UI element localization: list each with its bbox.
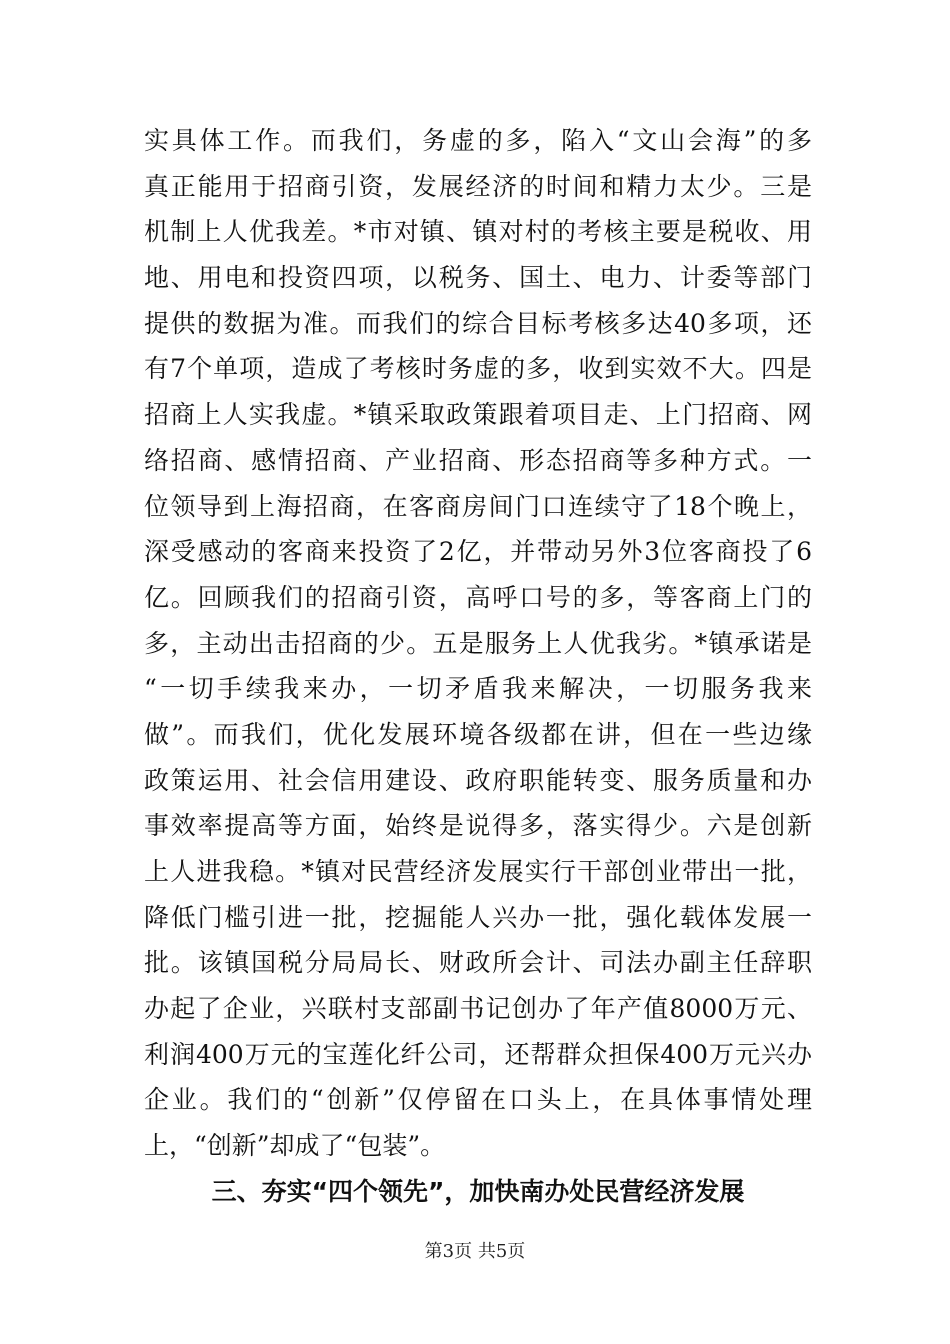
text-line: “一切手续我来办，一切矛盾我来解决，一切服务我来: [144, 674, 812, 704]
text-line: 上，“创新”却成了“包装”。: [144, 1131, 446, 1161]
text-line: 批。该镇国税分局局长、财政所会计、司法办副主任辞职: [144, 948, 812, 978]
body-paragraph: [144, 118, 812, 1169]
page-footer: 第3页 共5页: [424, 1241, 526, 1262]
text-line: 深受感动的客商来投资了2亿，并带动另外3位客商投了6: [144, 537, 812, 567]
text-line: 机制上人优我差。*市对镇、镇对村的考核主要是税收、用: [144, 217, 812, 247]
text-line: 位领导到上海招商，在客商房间门口连续守了18个晚上，: [144, 491, 812, 521]
text-line: 办起了企业，兴联村支部副书记创办了年产值8000万元、: [144, 994, 812, 1024]
text-line: 亿。回顾我们的招商引资，高呼口号的多，等客商上门的: [144, 582, 812, 612]
text-line: 实具体工作。而我们，务虚的多，陷入“文山会海”的多: [144, 126, 812, 155]
text-line: 上人进我稳。*镇对民营经济发展实行干部创业带出一批，: [144, 857, 812, 886]
text-line: 真正能用于招商引资，发展经济的时间和精力太少。三是: [144, 171, 812, 201]
text-line: 降低门槛引进一批，挖掘能人兴办一批，强化载体发展一: [144, 902, 812, 932]
text-line: 地、用电和投资四项，以税务、国土、电力、计委等部门: [144, 263, 812, 293]
text-line: 提供的数据为准。而我们的综合目标考核多达40多项，还: [144, 308, 812, 338]
text-line: 做”。而我们，优化发展环境各级都在讲，但在一些边缘: [144, 719, 812, 749]
text-line: 企业。我们的“创新”仅停留在口头上，在具体事情处理: [144, 1085, 812, 1115]
text-line: 利润400万元的宝莲化纤公司，还帮群众担保400万元兴办: [144, 1039, 812, 1069]
text-line: 招商上人实我虚。*镇采取政策跟着项目走、上门招商、网: [144, 400, 812, 430]
text-line: 有7个单项，造成了考核时务虚的多，收到实效不大。四是: [144, 354, 812, 384]
text-line: 多，主动出击招商的少。五是服务上人优我劣。*镇承诺是: [144, 628, 812, 658]
text-line: 政策运用、社会信用建设、政府职能转变、服务质量和办: [144, 765, 812, 795]
text-line: 络招商、感情招商、产业招商、形态招商等多种方式。一: [144, 445, 812, 475]
section-heading: 三、夯实“四个领先”，加快南办处民营经济发展: [211, 1177, 745, 1206]
text-line: 事效率提高等方面，始终是说得多，落实得少。六是创新: [144, 811, 812, 841]
